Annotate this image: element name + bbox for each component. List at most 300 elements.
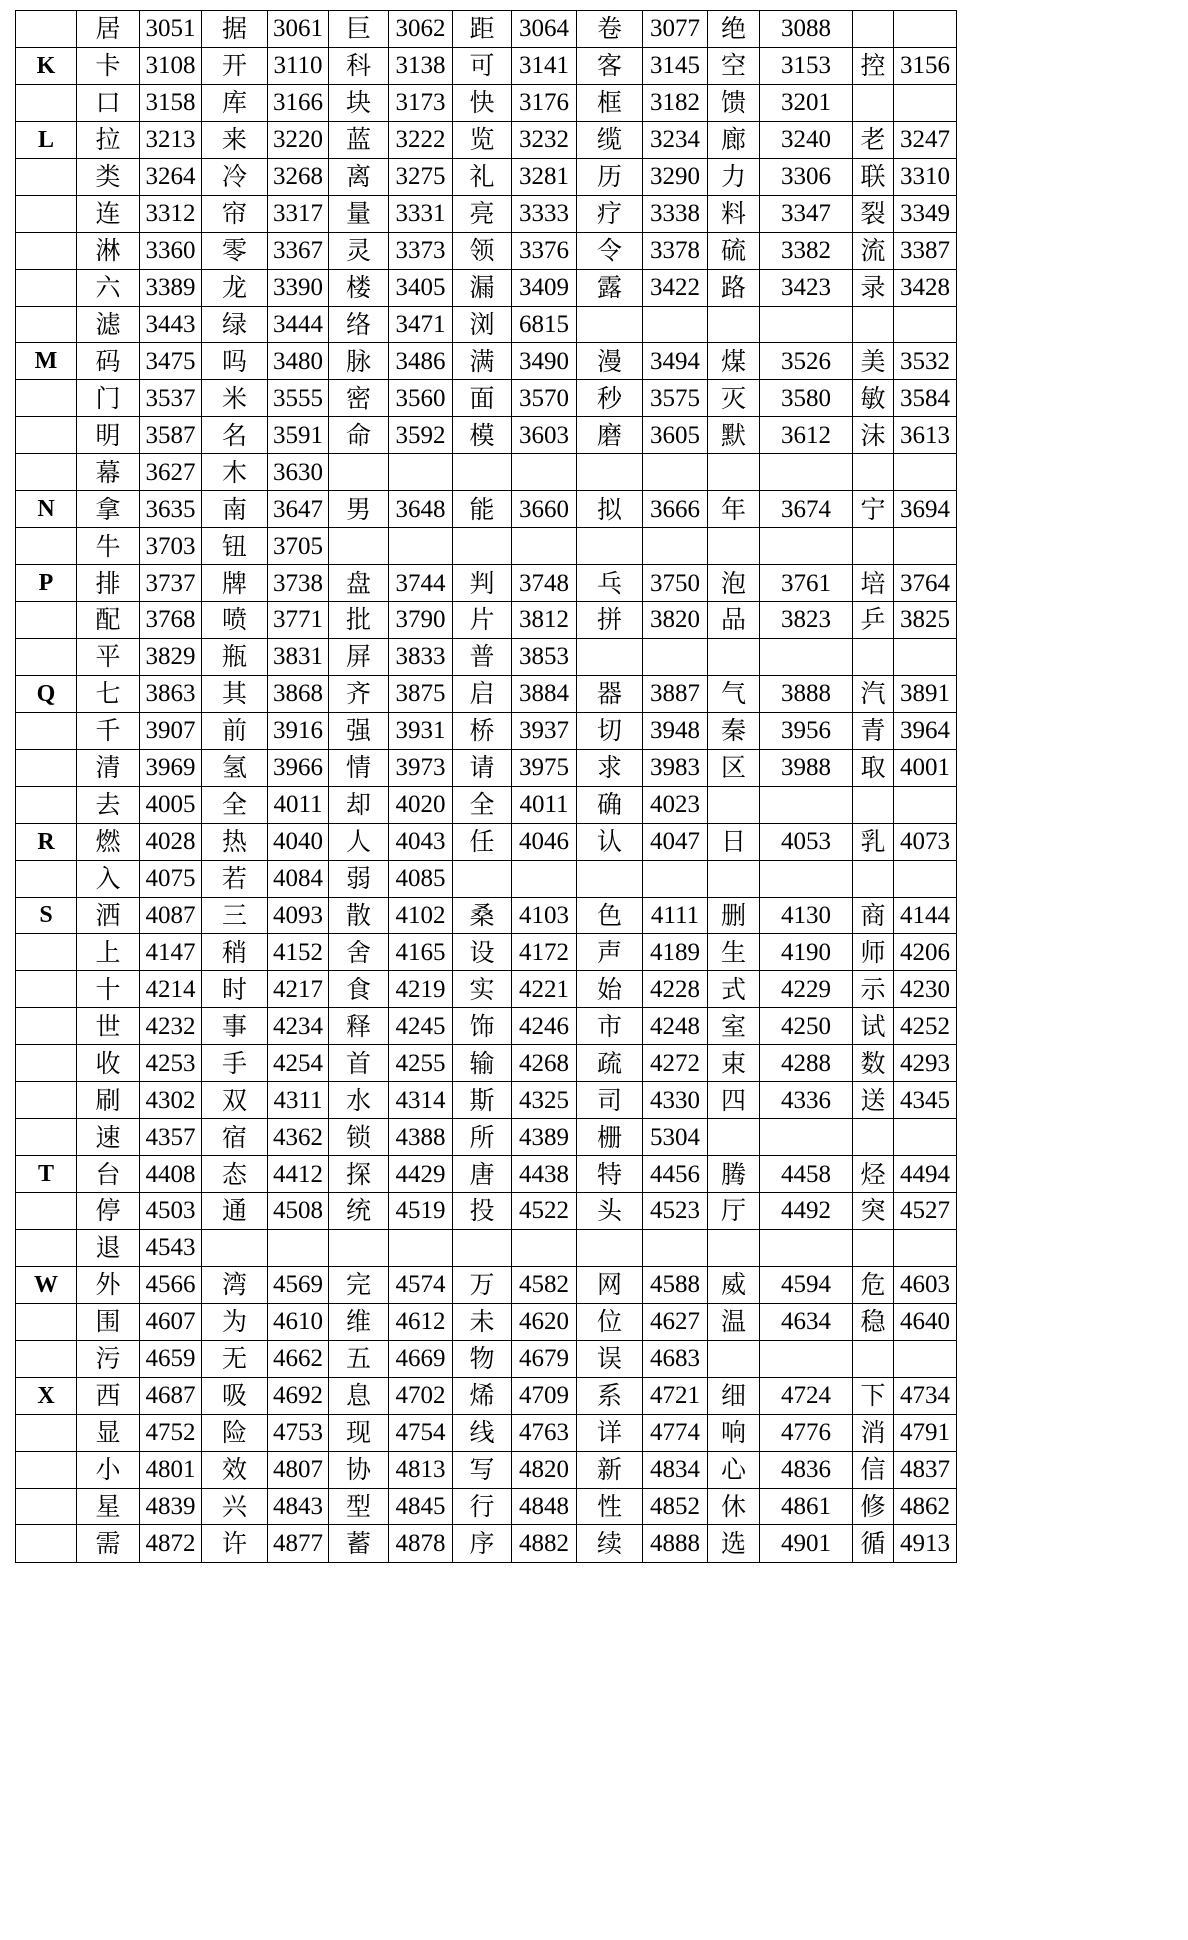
- character-cell: 零: [202, 232, 268, 269]
- character-cell: [708, 306, 760, 343]
- character-cell: 细: [708, 1377, 760, 1414]
- character-cell: 滤: [77, 306, 140, 343]
- page-number-cell: 3603: [512, 417, 577, 454]
- character-cell: [853, 860, 894, 897]
- page-number-cell: 3738: [268, 565, 329, 602]
- page-number-cell: 3666: [643, 491, 708, 528]
- character-cell: 浏: [453, 306, 512, 343]
- page-number-cell: 4325: [512, 1082, 577, 1119]
- page-number-cell: 4721: [643, 1377, 708, 1414]
- page-number-cell: 4588: [643, 1266, 708, 1303]
- pinyin-letter-cell: K: [16, 47, 77, 84]
- pinyin-letter-cell: [16, 1525, 77, 1563]
- character-cell: 修: [853, 1488, 894, 1525]
- pinyin-letter-cell: [16, 1340, 77, 1377]
- page-number-cell: [268, 1229, 329, 1266]
- character-cell: 块: [329, 84, 389, 121]
- character-cell: 写: [453, 1451, 512, 1488]
- character-cell: 米: [202, 380, 268, 417]
- page-number-cell: 3537: [140, 380, 202, 417]
- page-number-cell: [389, 528, 453, 565]
- page-number-cell: 4302: [140, 1082, 202, 1119]
- page-number-cell: 4683: [643, 1340, 708, 1377]
- pinyin-letter-cell: [16, 786, 77, 823]
- character-cell: 距: [453, 11, 512, 48]
- character-cell: 清: [77, 749, 140, 786]
- page-number-cell: [760, 786, 853, 823]
- page-number-cell: [760, 1229, 853, 1266]
- page-number-cell: 3907: [140, 712, 202, 749]
- character-cell: 启: [453, 675, 512, 712]
- character-cell: 续: [577, 1525, 643, 1563]
- page-number-cell: 4612: [389, 1303, 453, 1340]
- character-cell: 食: [329, 971, 389, 1008]
- character-cell: 桑: [453, 897, 512, 934]
- character-cell: 煤: [708, 343, 760, 380]
- character-cell: 脉: [329, 343, 389, 380]
- page-number-cell: 4172: [512, 934, 577, 971]
- page-number-cell: 3831: [268, 638, 329, 675]
- character-cell: 片: [453, 602, 512, 639]
- character-cell: [853, 786, 894, 823]
- character-cell: [453, 1229, 512, 1266]
- page-number-cell: [760, 860, 853, 897]
- character-cell: 生: [708, 934, 760, 971]
- character-cell: 删: [708, 897, 760, 934]
- character-cell: 汽: [853, 675, 894, 712]
- page-number-cell: 4791: [894, 1414, 957, 1451]
- character-cell: [577, 1229, 643, 1266]
- character-cell: 速: [77, 1119, 140, 1156]
- page-number-cell: 3570: [512, 380, 577, 417]
- page-number-cell: 3378: [643, 232, 708, 269]
- page-number-cell: 3613: [894, 417, 957, 454]
- page-number-cell: 4662: [268, 1340, 329, 1377]
- character-cell: 历: [577, 158, 643, 195]
- page-number-cell: 4640: [894, 1303, 957, 1340]
- pinyin-letter-cell: [16, 528, 77, 565]
- pinyin-letter-cell: L: [16, 121, 77, 158]
- page-number-cell: 4523: [643, 1193, 708, 1230]
- character-cell: 秦: [708, 712, 760, 749]
- character-cell: 面: [453, 380, 512, 417]
- character-cell: 流: [853, 232, 894, 269]
- page-number-cell: 3310: [894, 158, 957, 195]
- page-number-cell: 3764: [894, 565, 957, 602]
- page-number-cell: 3737: [140, 565, 202, 602]
- character-cell: 青: [853, 712, 894, 749]
- character-cell: 室: [708, 1008, 760, 1045]
- character-cell: 年: [708, 491, 760, 528]
- character-cell: 默: [708, 417, 760, 454]
- table-row: [16, 1156, 957, 1193]
- page-number-cell: 4620: [512, 1303, 577, 1340]
- character-cell: 消: [853, 1414, 894, 1451]
- character-cell: 宁: [853, 491, 894, 528]
- page-number-cell: 4872: [140, 1525, 202, 1563]
- page-number-cell: [512, 528, 577, 565]
- page-number-cell: 3220: [268, 121, 329, 158]
- page-number-cell: 3956: [760, 712, 853, 749]
- character-cell: 四: [708, 1082, 760, 1119]
- pinyin-letter-cell: [16, 380, 77, 417]
- table-row: [16, 121, 957, 158]
- page-number-cell: 4288: [760, 1045, 853, 1082]
- character-cell: 齐: [329, 675, 389, 712]
- character-cell: 满: [453, 343, 512, 380]
- character-cell: [577, 306, 643, 343]
- page-number-cell: 3790: [389, 602, 453, 639]
- character-cell: 台: [77, 1156, 140, 1193]
- page-number-cell: 3591: [268, 417, 329, 454]
- table-row: [16, 675, 957, 712]
- page-number-cell: [894, 11, 957, 48]
- page-number-cell: 3988: [760, 749, 853, 786]
- page-number-cell: 3884: [512, 675, 577, 712]
- character-cell: 烯: [453, 1377, 512, 1414]
- character-cell: 空: [708, 47, 760, 84]
- character-cell: 厅: [708, 1193, 760, 1230]
- page-number-cell: [894, 84, 957, 121]
- pinyin-letter-cell: [16, 1414, 77, 1451]
- character-cell: 配: [77, 602, 140, 639]
- character-cell: 密: [329, 380, 389, 417]
- character-cell: 入: [77, 860, 140, 897]
- page-number-cell: 4268: [512, 1045, 577, 1082]
- page-number-cell: 3575: [643, 380, 708, 417]
- page-number-cell: 4752: [140, 1414, 202, 1451]
- character-cell: 序: [453, 1525, 512, 1563]
- character-cell: 巨: [329, 11, 389, 48]
- page-number-cell: 4084: [268, 860, 329, 897]
- page-number-cell: 4130: [760, 897, 853, 934]
- table-row: [16, 195, 957, 232]
- pinyin-letter-cell: [16, 1488, 77, 1525]
- page-number-cell: 4073: [894, 823, 957, 860]
- page-number-cell: [894, 860, 957, 897]
- pinyin-letter-cell: [16, 1082, 77, 1119]
- page-number-cell: 3443: [140, 306, 202, 343]
- page-number-cell: 3975: [512, 749, 577, 786]
- page-number-cell: 3833: [389, 638, 453, 675]
- character-cell: 名: [202, 417, 268, 454]
- page-number-cell: 3587: [140, 417, 202, 454]
- page-number-cell: 4190: [760, 934, 853, 971]
- character-cell: 七: [77, 675, 140, 712]
- character-cell: 全: [453, 786, 512, 823]
- character-cell: 普: [453, 638, 512, 675]
- table-row: [16, 1414, 957, 1451]
- page-number-cell: 3158: [140, 84, 202, 121]
- character-cell: 开: [202, 47, 268, 84]
- page-number-cell: 3387: [894, 232, 957, 269]
- page-number-cell: 4607: [140, 1303, 202, 1340]
- character-cell: 拟: [577, 491, 643, 528]
- page-number-cell: 3969: [140, 749, 202, 786]
- page-number-cell: 3422: [643, 269, 708, 306]
- page-number-cell: 4862: [894, 1488, 957, 1525]
- page-number-cell: 3948: [643, 712, 708, 749]
- page-number-cell: 3825: [894, 602, 957, 639]
- page-number-cell: [643, 454, 708, 491]
- table-row: [16, 823, 957, 860]
- page-number-cell: 4574: [389, 1266, 453, 1303]
- character-cell: 确: [577, 786, 643, 823]
- page-number-cell: [894, 786, 957, 823]
- character-cell: 送: [853, 1082, 894, 1119]
- character-cell: 控: [853, 47, 894, 84]
- page-number-cell: 3748: [512, 565, 577, 602]
- page-number-cell: 4206: [894, 934, 957, 971]
- character-cell: 唐: [453, 1156, 512, 1193]
- page-number-cell: 3471: [389, 306, 453, 343]
- page-number-cell: 3268: [268, 158, 329, 195]
- page-number-cell: 4801: [140, 1451, 202, 1488]
- character-cell: 响: [708, 1414, 760, 1451]
- page-number-cell: 3338: [643, 195, 708, 232]
- character-cell: 瓶: [202, 638, 268, 675]
- table-row: [16, 565, 957, 602]
- character-cell: 裂: [853, 195, 894, 232]
- page-number-cell: [894, 528, 957, 565]
- character-cell: 稍: [202, 934, 268, 971]
- character-cell: 信: [853, 1451, 894, 1488]
- table-row: [16, 897, 957, 934]
- character-cell: 疏: [577, 1045, 643, 1082]
- character-cell: 沫: [853, 417, 894, 454]
- table-row: [16, 971, 957, 1008]
- page-number-cell: 3367: [268, 232, 329, 269]
- character-cell: 明: [77, 417, 140, 454]
- page-number-cell: 4877: [268, 1525, 329, 1563]
- page-number-cell: [512, 454, 577, 491]
- character-cell: 门: [77, 380, 140, 417]
- character-cell: 弱: [329, 860, 389, 897]
- character-cell: 气: [708, 675, 760, 712]
- table-row: [16, 786, 957, 823]
- character-cell: 硫: [708, 232, 760, 269]
- page-number-cell: 4214: [140, 971, 202, 1008]
- character-cell: 绝: [708, 11, 760, 48]
- character-cell: [708, 454, 760, 491]
- character-cell: [853, 1340, 894, 1377]
- character-cell: 试: [853, 1008, 894, 1045]
- page-number-cell: 3234: [643, 121, 708, 158]
- character-cell: 磨: [577, 417, 643, 454]
- character-cell: 蓄: [329, 1525, 389, 1563]
- character-cell: 声: [577, 934, 643, 971]
- character-cell: 十: [77, 971, 140, 1008]
- page-number-cell: [643, 528, 708, 565]
- character-cell: 星: [77, 1488, 140, 1525]
- character-cell: 却: [329, 786, 389, 823]
- character-cell: 去: [77, 786, 140, 823]
- character-cell: 批: [329, 602, 389, 639]
- character-cell: 西: [77, 1377, 140, 1414]
- page-number-cell: 3153: [760, 47, 853, 84]
- table-row: [16, 1266, 957, 1303]
- page-number-cell: 4852: [643, 1488, 708, 1525]
- character-cell: 求: [577, 749, 643, 786]
- character-cell: 位: [577, 1303, 643, 1340]
- character-cell: 新: [577, 1451, 643, 1488]
- page-number-cell: 4336: [760, 1082, 853, 1119]
- page-number-cell: 3627: [140, 454, 202, 491]
- page-number-cell: 4494: [894, 1156, 957, 1193]
- page-number-cell: 3674: [760, 491, 853, 528]
- page-number-cell: 4087: [140, 897, 202, 934]
- page-number-cell: 3390: [268, 269, 329, 306]
- page-number-cell: 4603: [894, 1266, 957, 1303]
- page-number-cell: [643, 860, 708, 897]
- character-cell: 投: [453, 1193, 512, 1230]
- page-number-cell: 3875: [389, 675, 453, 712]
- page-number-cell: 3635: [140, 491, 202, 528]
- character-cell: 漫: [577, 343, 643, 380]
- page-number-cell: 4839: [140, 1488, 202, 1525]
- page-number-cell: [389, 454, 453, 491]
- page-number-cell: 3240: [760, 121, 853, 158]
- page-number-cell: 4845: [389, 1488, 453, 1525]
- pinyin-letter-cell: [16, 1303, 77, 1340]
- character-cell: 钮: [202, 528, 268, 565]
- character-cell: 威: [708, 1266, 760, 1303]
- page-number-cell: 4503: [140, 1193, 202, 1230]
- table-row: [16, 417, 957, 454]
- character-cell: 器: [577, 675, 643, 712]
- character-cell: 饰: [453, 1008, 512, 1045]
- page-number-cell: 4144: [894, 897, 957, 934]
- page-number-cell: 4152: [268, 934, 329, 971]
- page-number-cell: 4217: [268, 971, 329, 1008]
- character-cell: [708, 638, 760, 675]
- page-number-cell: 4878: [389, 1525, 453, 1563]
- page-number-cell: 4913: [894, 1525, 957, 1563]
- page-number-cell: 4734: [894, 1377, 957, 1414]
- page-number-cell: 3176: [512, 84, 577, 121]
- table-row: [16, 1303, 957, 1340]
- page-number-cell: 4221: [512, 971, 577, 1008]
- page-number-cell: 3480: [268, 343, 329, 380]
- character-cell: 路: [708, 269, 760, 306]
- page-number-cell: [512, 860, 577, 897]
- character-cell: [577, 860, 643, 897]
- character-cell: 宿: [202, 1119, 268, 1156]
- page-number-cell: 3560: [389, 380, 453, 417]
- page-number-cell: 4330: [643, 1082, 708, 1119]
- page-number-cell: 4659: [140, 1340, 202, 1377]
- page-number-cell: 4075: [140, 860, 202, 897]
- character-cell: [708, 1119, 760, 1156]
- page-number-cell: 4011: [268, 786, 329, 823]
- page-number-cell: 3409: [512, 269, 577, 306]
- character-cell: 人: [329, 823, 389, 860]
- page-number-cell: 3823: [760, 602, 853, 639]
- page-number-cell: 3964: [894, 712, 957, 749]
- page-number-cell: 3983: [643, 749, 708, 786]
- character-cell: 乒: [853, 602, 894, 639]
- page-number-cell: 4228: [643, 971, 708, 1008]
- character-cell: 排: [77, 565, 140, 602]
- character-cell: 为: [202, 1303, 268, 1340]
- page-number-cell: 4669: [389, 1340, 453, 1377]
- character-cell: 馈: [708, 84, 760, 121]
- character-cell: 框: [577, 84, 643, 121]
- page-number-cell: 4724: [760, 1377, 853, 1414]
- page-number-cell: 4679: [512, 1340, 577, 1377]
- page-number-cell: 3829: [140, 638, 202, 675]
- page-number-cell: 4246: [512, 1008, 577, 1045]
- character-cell: 灭: [708, 380, 760, 417]
- page-number-cell: 3526: [760, 343, 853, 380]
- page-number-cell: 3290: [643, 158, 708, 195]
- page-number-cell: 4508: [268, 1193, 329, 1230]
- character-cell: [577, 528, 643, 565]
- character-cell: 探: [329, 1156, 389, 1193]
- page-number-cell: 4888: [643, 1525, 708, 1563]
- character-cell: 取: [853, 749, 894, 786]
- character-cell: 来: [202, 121, 268, 158]
- character-cell: [577, 638, 643, 675]
- character-cell: 品: [708, 602, 760, 639]
- character-cell: 态: [202, 1156, 268, 1193]
- character-cell: 科: [329, 47, 389, 84]
- character-cell: 退: [77, 1229, 140, 1266]
- character-cell: [853, 84, 894, 121]
- character-cell: 双: [202, 1082, 268, 1119]
- character-cell: 库: [202, 84, 268, 121]
- character-cell: 料: [708, 195, 760, 232]
- page-number-cell: 3281: [512, 158, 577, 195]
- character-cell: 吗: [202, 343, 268, 380]
- character-cell: 网: [577, 1266, 643, 1303]
- character-cell: 口: [77, 84, 140, 121]
- character-cell: 桥: [453, 712, 512, 749]
- pinyin-letter-cell: [16, 602, 77, 639]
- page-number-cell: 4147: [140, 934, 202, 971]
- character-cell: 卷: [577, 11, 643, 48]
- table-row: [16, 749, 957, 786]
- page-number-cell: 3331: [389, 195, 453, 232]
- page-number-cell: 4005: [140, 786, 202, 823]
- page-number-cell: 4412: [268, 1156, 329, 1193]
- page-number-cell: 6815: [512, 306, 577, 343]
- page-number-cell: [760, 638, 853, 675]
- page-number-cell: 3853: [512, 638, 577, 675]
- page-number-cell: [894, 306, 957, 343]
- page-number-cell: 4219: [389, 971, 453, 1008]
- character-cell: 缆: [577, 121, 643, 158]
- page-number-cell: 4566: [140, 1266, 202, 1303]
- page-number-cell: 4230: [894, 971, 957, 1008]
- page-number-cell: 3937: [512, 712, 577, 749]
- index-table-body: [16, 11, 957, 1563]
- character-cell: [329, 528, 389, 565]
- character-cell: 维: [329, 1303, 389, 1340]
- character-cell: 烃: [853, 1156, 894, 1193]
- character-cell: 木: [202, 454, 268, 491]
- page-number-cell: 3389: [140, 269, 202, 306]
- character-cell: 收: [77, 1045, 140, 1082]
- page-number-cell: 4189: [643, 934, 708, 971]
- page-number-cell: [894, 454, 957, 491]
- page-number-cell: 3201: [760, 84, 853, 121]
- character-cell: 围: [77, 1303, 140, 1340]
- page-number-cell: 3705: [268, 528, 329, 565]
- character-cell: 盘: [329, 565, 389, 602]
- page-number-cell: 3888: [760, 675, 853, 712]
- pinyin-letter-cell: [16, 712, 77, 749]
